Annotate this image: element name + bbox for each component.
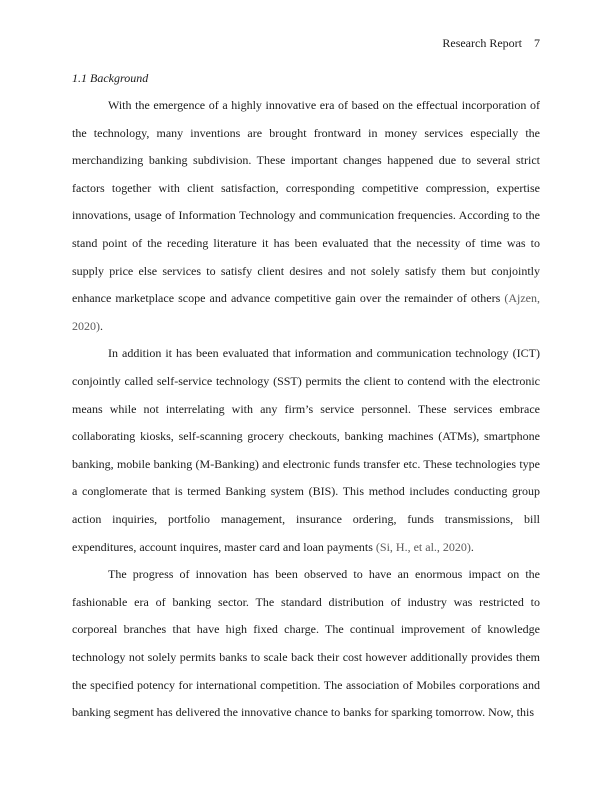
paragraph-3-line [72,705,540,719]
paragraph-1-line [72,264,540,278]
line-text: merchandizing banking subdivision. These important changes happened due to several strict [72,153,540,168]
paragraph-2-line [72,540,540,554]
line-text: stand point of the receding literature it has been evaluated that the necessity of time was to [72,236,540,250]
page-number: 7 [534,36,540,50]
citation: 2020) [72,318,100,333]
line-text: . [470,539,474,554]
paragraph-3-line [72,622,540,636]
line-text: expenditures, account inquires, master card and loan payments [72,539,376,554]
line-text: enhance marketplace scope and advance competitive gain over the remainder of others [72,291,505,306]
line-text: fashionable era of banking sector. The standard distribution of industry was restricted to [72,594,540,609]
paragraph-1-line [72,126,540,140]
line-text: corporeal branches that have high fixed charge. The continual improvement of knowledge [72,622,540,637]
paragraph-1-line [72,236,540,250]
line-text: banking, mobile banking (M-Banking) and electronic funds transfer etc. These technologies type [72,456,540,471]
paragraph-1-line [72,291,540,305]
running-head: Research Report [442,36,522,50]
paragraph-3-line [72,678,540,692]
paragraph-1-line [72,153,540,167]
line-text: The progress of innovation has been observed to have an enormous impact on the [108,567,540,582]
line-text: With the emergence of a highly innovative era of based on the effectual incorporation of [108,98,540,112]
line-text: conjointly called self-service technology (SST) permits the client to contend with the electronic [72,374,540,388]
line-text: In addition it has been evaluated that information and communication technology (ICT) [108,346,540,361]
line-text: a conglomerate that is termed Banking system (BIS). This method includes conducting group [72,484,540,499]
citation: (Si, H., et al., 2020) [375,539,471,554]
paragraph-2-line [72,484,540,498]
paragraph-1-line [108,98,540,112]
paragraph-2-line [72,402,540,416]
line-text: innovations, usage of Information Technology and communication frequencies. According to the [72,208,540,223]
paragraph-3-line [108,567,540,581]
line-text: means while not interrelating with any firm’s service personnel. These services embrace [72,401,540,416]
paragraph-1-line [72,181,540,195]
section-heading: 1.1 Background [72,71,149,85]
line-text: supply price else services to satisfy client desires and not solely satisfy them but conjointly [72,263,540,278]
line-text: action inquiries, portfolio management, insurance ordering, funds transmissions, bill [72,512,540,526]
line-text: technology not solely permits banks to scale back their cost however additionally provides them [72,650,540,664]
line-text: banking segment has delivered the innovative chance to banks for sparking tomorrow. Now, this [72,705,534,720]
paragraph-2-line [108,346,540,360]
line-text: factors together with client satisfaction, corresponding competitive compression, expertise [72,180,540,195]
line-text: collaborating kiosks, self-scanning grocery checkouts, banking machines (ATMs), smartphone [72,429,540,444]
line-text: the specified potency for international competition. The association of Mobiles corporations and [72,677,540,692]
paragraph-1-line [72,319,540,333]
line-text: . [100,318,103,333]
paragraph-2-line [72,457,540,471]
paragraph-2-line [72,429,540,443]
paragraph-2-line [72,374,540,388]
paragraph-3-line [72,595,540,609]
page-header [442,36,540,51]
line-text: the technology, many inventions are brought frontward in money services especially the [72,125,540,140]
paragraph-1-line [72,208,540,222]
citation: (Ajzen, [504,291,540,306]
paragraph-3-line [72,650,540,664]
paragraph-2-line [72,512,540,526]
